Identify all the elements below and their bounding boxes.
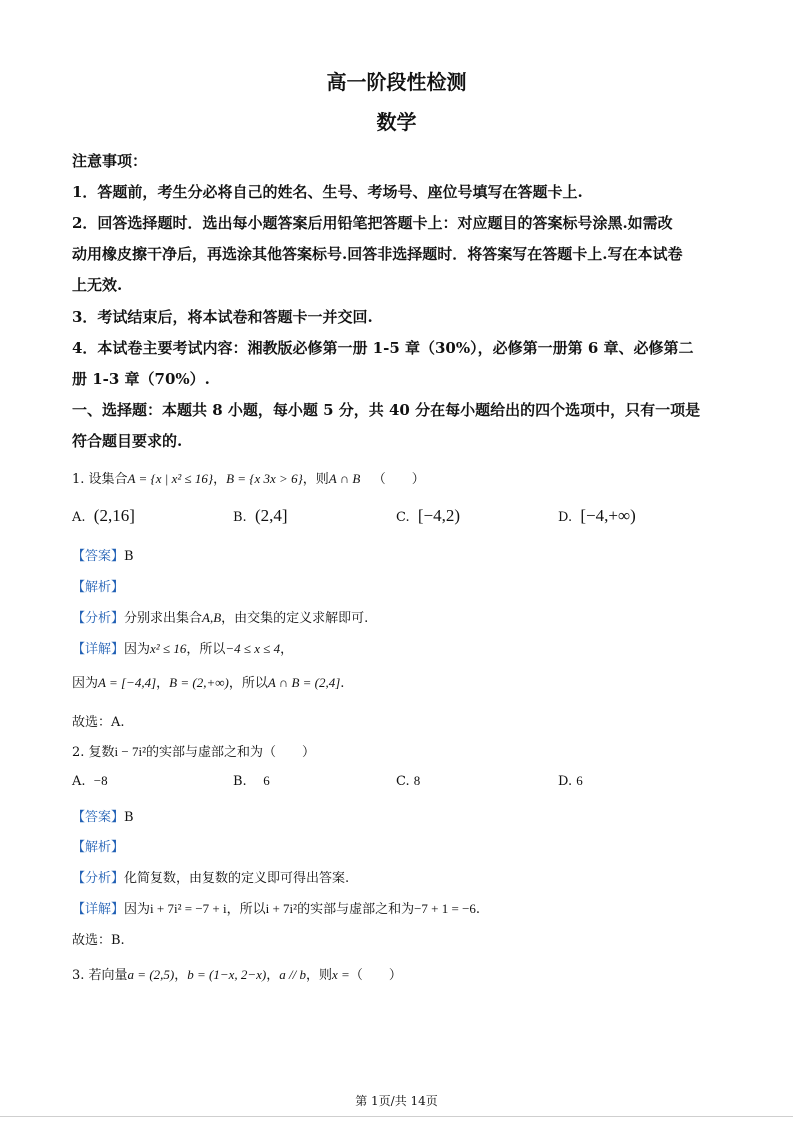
- q2-final: 故选：B.: [72, 933, 125, 948]
- q1-fenxi: 【分析】分别求出集合A,B，由交集的定义求解即可.: [72, 610, 369, 626]
- q1-set-a: A = {x | x² ≤ 16}: [127, 471, 214, 486]
- q2-answer: 【答案】B: [72, 810, 134, 825]
- subject-title: 数学: [376, 110, 417, 134]
- q2-option-c: C. 8: [396, 773, 421, 789]
- q2-option-b: B. 6: [233, 773, 270, 789]
- q1-paren: （ ）: [372, 472, 425, 487]
- q2-analysis-tag: 【解析】: [72, 840, 125, 855]
- q1-xiangjie-line-2: 因为A = [−4,4]，B = (2,+∞)，所以A ∩ B = (2,4].: [72, 675, 345, 691]
- page-number: 第 1页/共 14页: [355, 1094, 438, 1108]
- q1-option-b: B. (2,4]: [233, 506, 288, 525]
- notice-item-4-line-2: 册 1-3 章（70%）.: [72, 370, 210, 388]
- section-heading-line-1: 一、选择题：本题共 8 小题，每小题 5 分，共 40 分在每小题给出的四个选项中，只有一项是: [72, 401, 701, 419]
- q1-set-b: B = {x 3x > 6}: [226, 471, 303, 486]
- notice-item-4-line-1: 4．本试卷主要考试内容：湘教版必修第一册 1-5 章（30%），必修第一册第 6 章、必修第二: [72, 339, 694, 357]
- q2-xiangjie: 【详解】因为i + 7i² = −7 + i，所以i + 7i²的实部与虚部之和为−7 + 1 = −6.: [72, 901, 481, 917]
- q2-option-d: D. 6: [558, 773, 583, 789]
- q1-xiangjie-line-1: 【详解】因为x² ≤ 16，所以−4 ≤ x ≤ 4，: [72, 641, 294, 657]
- notice-item-2-line-2: 动用橡皮擦干净后，再选涂其他答案标号.回答非选择题时．将答案写在答题卡上.写在本试卷: [72, 245, 683, 263]
- q1-analysis-tag: 【解析】: [72, 580, 125, 595]
- notice-item-2-line-3: 上无效.: [72, 276, 123, 294]
- q1-option-a: A. (2,16]: [72, 506, 135, 525]
- q1-option-c: C. [−4,2): [396, 506, 461, 525]
- question-1-stem: [72, 468, 425, 487]
- q1-final: 故选：A.: [72, 715, 125, 730]
- bottom-divider: [0, 1116, 793, 1117]
- q1-answer: 【答案】B: [72, 549, 134, 564]
- q1-comma: ，: [213, 472, 227, 487]
- q1-option-d: D. [−4,+∞): [558, 506, 636, 525]
- notice-item-3: 3．考试结束后，将本试卷和答题卡一并交回.: [72, 308, 373, 326]
- q2-option-a: A. −8: [72, 773, 108, 789]
- q1-expr: A ∩ B: [328, 471, 361, 486]
- question-3-stem: 3. 若向量a = (2,5)，b = (1−x, 2−x)，a // b，则x =（ ）: [72, 967, 402, 983]
- notice-item-2-line-1: 2．回答选择题时．选出每小题答案后用铅笔把答题卡上：对应题目的答案标号涂黑.如需改: [72, 214, 673, 232]
- notice-heading: 注意事项：: [72, 152, 148, 170]
- page-title: 高一阶段性检测: [326, 70, 467, 94]
- notice-item-1: 1．答题前，考生分必将自己的姓名、生号、考场号、座位号填写在答题卡上.: [72, 183, 583, 201]
- q2-fenxi: 【分析】化简复数，由复数的定义即可得出答案.: [72, 871, 350, 886]
- question-2-stem: 2. 复数i − 7i²的实部与虚部之和为（ ）: [72, 744, 316, 760]
- q1-stem-prefix: 1. 设集合: [72, 472, 128, 487]
- section-heading-line-2: 符合题目要求的.: [72, 432, 183, 450]
- q1-stem-suffix: ，则: [302, 472, 329, 487]
